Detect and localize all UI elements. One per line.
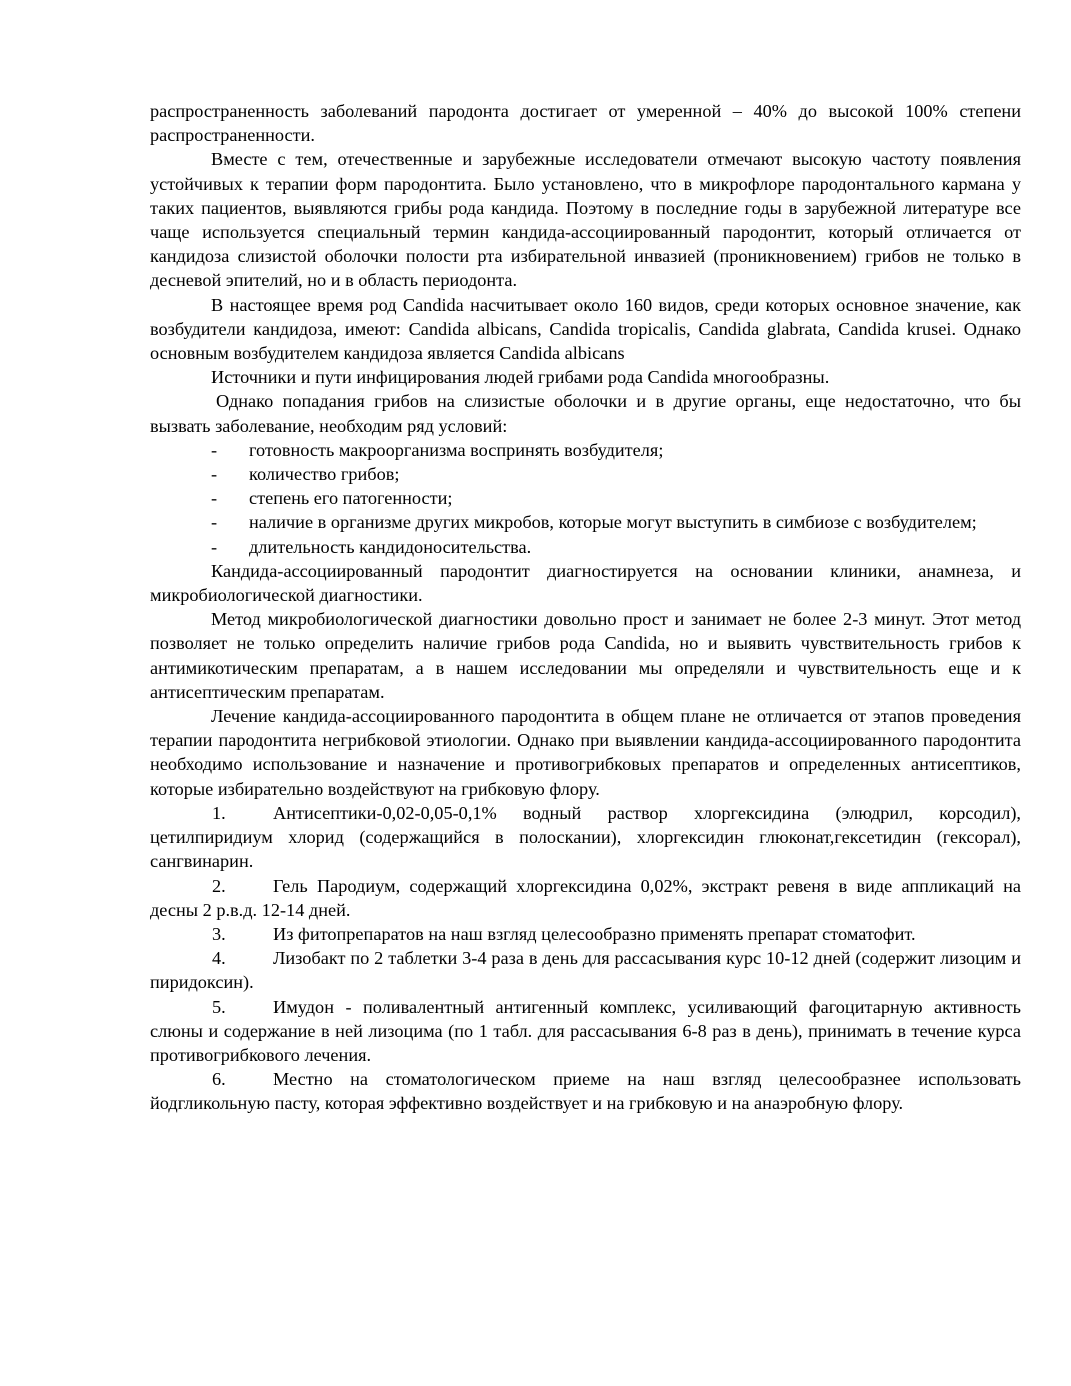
paragraph: Лечение кандида-ассоциированного пародонтита в общем плане не отличается от этапов проведения терапии пародонтита негрибковой этиологии. Однако при выявлении кандида-ассоциированного пародонтита необходимо использование и назначение и противогрибковых препаратов и определенных антисептиков, которые избирательно воздействуют на грибковую флору. — [150, 706, 1021, 799]
numbered-item — [150, 922, 1021, 946]
item-number: 1. — [212, 802, 226, 823]
bullet-dash: - — [211, 512, 218, 533]
numbered-item-text: Местно на стоматологическом приеме на наш взгляд целесообразнее использовать йодгликольную пасту, которая эффективно воздействует и на грибковую и на анаэробную флору. — [150, 1069, 1021, 1114]
numbered-item — [150, 874, 1021, 922]
numbered-item — [150, 801, 1021, 874]
paragraph: Метод микробиологической диагностики довольно прост и занимает не более 2-3 минут. Этот метод позволяет не только определить наличие грибов рода Candida, но и выявить чувствительность грибов к антимикотическим препаратам, а в нашем исследовании мы определяли и чувствительность еще и к антисептическим препаратам. — [150, 609, 1021, 702]
list-item — [150, 535, 1021, 559]
list-item — [150, 462, 1021, 486]
list-item-text: количество грибов; — [249, 464, 400, 485]
paragraph: Вместе с тем, отечественные и зарубежные исследователи отмечают высокую частоту появления устойчивых к терапии форм пародонтита. Было установлено, что в микрофлоре пародонтального кармана у таких пациентов, выявляются грибы рода кандида. Поэтому в последние годы в зарубежной литературе все чаще используется специальный термин кандида-ассоциированный пародонтит, который отличается от кандидоза слизистой оболочки полости рта избирательной инвазией (проникновением) грибов не только в десневой эпителий, но и в область периодонта. — [150, 149, 1021, 291]
numbered-item-text: Из фитопрепаратов на наш взгляд целесообразно применять препарат стоматофит. — [273, 923, 916, 944]
bullet-dash: - — [211, 439, 218, 460]
numbered-item — [150, 946, 1021, 994]
list-item — [150, 486, 1021, 510]
numbered-item — [150, 995, 1021, 1068]
paragraph: Кандида-ассоциированный пародонтит диагностируется на основании клиники, анамнеза, и микробиологической диагностики. — [150, 560, 1021, 606]
bullet-dash: - — [211, 536, 218, 557]
list-item-text: длительность кандидоносительства. — [249, 536, 532, 557]
list-item — [150, 510, 1021, 534]
item-number: 6. — [212, 1069, 226, 1090]
item-number: 4. — [212, 948, 226, 969]
item-number: 3. — [212, 923, 226, 944]
list-item-text: степень его патогенности; — [249, 488, 453, 509]
numbered-item — [150, 1067, 1021, 1115]
document-body — [150, 99, 1021, 1116]
item-number: 2. — [212, 875, 226, 896]
item-number: 5. — [212, 996, 226, 1017]
list-item-text: готовность макроорганизма воспринять возбудителя; — [249, 439, 664, 460]
treatment-list — [150, 801, 1021, 1116]
paragraph: Источники и пути инфицирования людей грибами рода Candida многообразны. — [211, 367, 830, 388]
bullet-dash: - — [211, 464, 218, 485]
numbered-item-text: Гель Пародиум, содержащий хлоргексидина 0,02%, экстракт ревеня в виде аппликаций на десны 2 р.в.д. 12-14 дней. — [150, 875, 1021, 920]
list-item — [150, 438, 1021, 462]
paragraph: Однако попадания грибов на слизистые оболочки и в другие органы, еще недостаточно, что бы вызвать заболевание, необходим ряд условий: — [150, 391, 1021, 436]
bullet-dash: - — [211, 488, 218, 509]
numbered-item-text: Имудон - поливалентный антигенный комплекс, усиливающий фагоцитарную активность слюны и содержание в ней лизоцима (по 1 табл. для рассасывания 6-8 раз в день), принимать в течение курса противогрибкового лечения. — [150, 996, 1021, 1065]
numbered-item-text: Лизобакт по 2 таблетки 3-4 раза в день для рассасывания курс 10-12 дней (содержит лизоцим и пиридоксин). — [150, 948, 1021, 993]
conditions-list — [150, 438, 1021, 559]
numbered-item-text: Антисептики-0,02-0,05-0,1% водный раствор хлоргексидина (элюдрил, корсодил), цетилпиридиум хлорид (содержащийся в полоскании), хлоргексидин глюконат,гексетидин (гексорал), сангвинарин. — [150, 802, 1021, 872]
paragraph: распространенность заболеваний пародонта достигает от умеренной – 40% до высокой 100% степени распространенности. — [150, 101, 1021, 146]
list-item-text: наличие в организме других микробов, которые могут выступить в симбиозе с возбудителем; — [249, 512, 977, 533]
paragraph: В настоящее время род Candida насчитывает около 160 видов, среди которых основное значение, как возбудители кандидоза, имеют: Candida albicans, Candida tropicalis, Candida glabrata, Candida krusei. Однако основным возбудителем кандидоза является Candida albicans — [150, 294, 1021, 364]
